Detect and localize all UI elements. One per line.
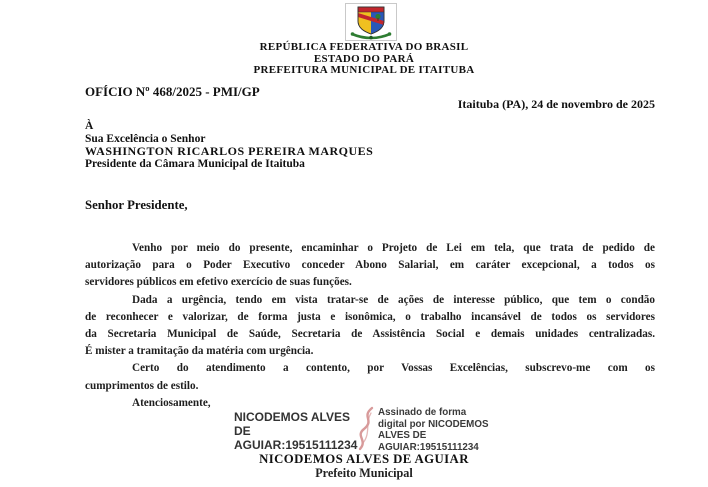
closing-salutation: Atenciosamente, <box>132 396 211 409</box>
coat-of-arms-icon <box>345 3 397 41</box>
body-line: Certo do atendimento a contento, por Vossas Excelências, subscrevo-me com os <box>132 362 655 375</box>
letter-body <box>85 240 655 412</box>
letterhead-line-state: ESTADO DO PARÁ <box>313 52 415 65</box>
letterhead <box>20 42 708 77</box>
addressee-honorific: Sua Excelência o Senhor <box>85 132 206 145</box>
body-line: de reconhecer e valorizar, de forma justa e isonômica, o trabalho incansável de todos os servidores <box>85 310 655 323</box>
body-line: É mister a tramitação da matéria com urgência. <box>85 345 314 358</box>
addressee-name: WASHINGTON RICARLOS PEREIRA MARQUES <box>85 144 374 159</box>
stamp-detail-line: Assinado de forma <box>378 407 467 418</box>
signer-name: NICODEMOS ALVES DE AGUIAR <box>259 452 469 466</box>
body-line: Venho por meio do presente, encaminhar o Projeto de Lei em tela, que trata de pedido de <box>132 242 655 254</box>
signature-stamp-details <box>378 407 498 453</box>
signature-flourish-icon <box>351 405 379 453</box>
stamp-detail-line: digital por NICODEMOS <box>378 418 489 430</box>
addressee-block <box>85 120 373 170</box>
body-line: cumprimentos de estilo. <box>85 379 199 392</box>
stamp-name-line: NICODEMOS ALVES <box>234 410 351 424</box>
document-dateline: Itaituba (PA), 24 de novembro de 2025 <box>457 97 655 111</box>
stamp-name-line: AGUIAR:19515111234 <box>234 438 358 453</box>
body-line: autorização para o Poder Executivo conceder Abono Salarial, em caráter excepcional, a todos os <box>85 259 655 272</box>
stamp-name-line: DE <box>234 424 251 439</box>
stamp-detail-line: ALVES DE <box>378 430 427 442</box>
addressee-role: Presidente da Câmara Municipal de Itaituba <box>85 157 305 170</box>
letterhead-line-city: PREFEITURA MUNICIPAL DE ITAITUBA <box>253 64 475 76</box>
addressee-vocative: À <box>85 120 94 132</box>
stamp-detail-line: AGUIAR:19515111234 <box>378 441 479 453</box>
body-line: Dada a urgência, tendo em vista tratar-se de ações de interesse público, que tem o condão <box>132 293 655 306</box>
greeting: Senhor Presidente, <box>85 198 188 212</box>
body-line: servidores públicos em efetivo exercício de suas funções. <box>85 276 352 289</box>
document-reference: OFÍCIO Nº 468/2025 - PMI/GP <box>85 84 260 99</box>
letterhead-line-country: REPÚBLICA FEDERATIVA DO BRASIL <box>259 41 469 53</box>
body-line: da Secretaria Municipal de Saúde, Secretaria de Assistência Social e demais unidades centralizadas. <box>85 328 655 341</box>
signer-role: Prefeito Municipal <box>315 466 413 480</box>
